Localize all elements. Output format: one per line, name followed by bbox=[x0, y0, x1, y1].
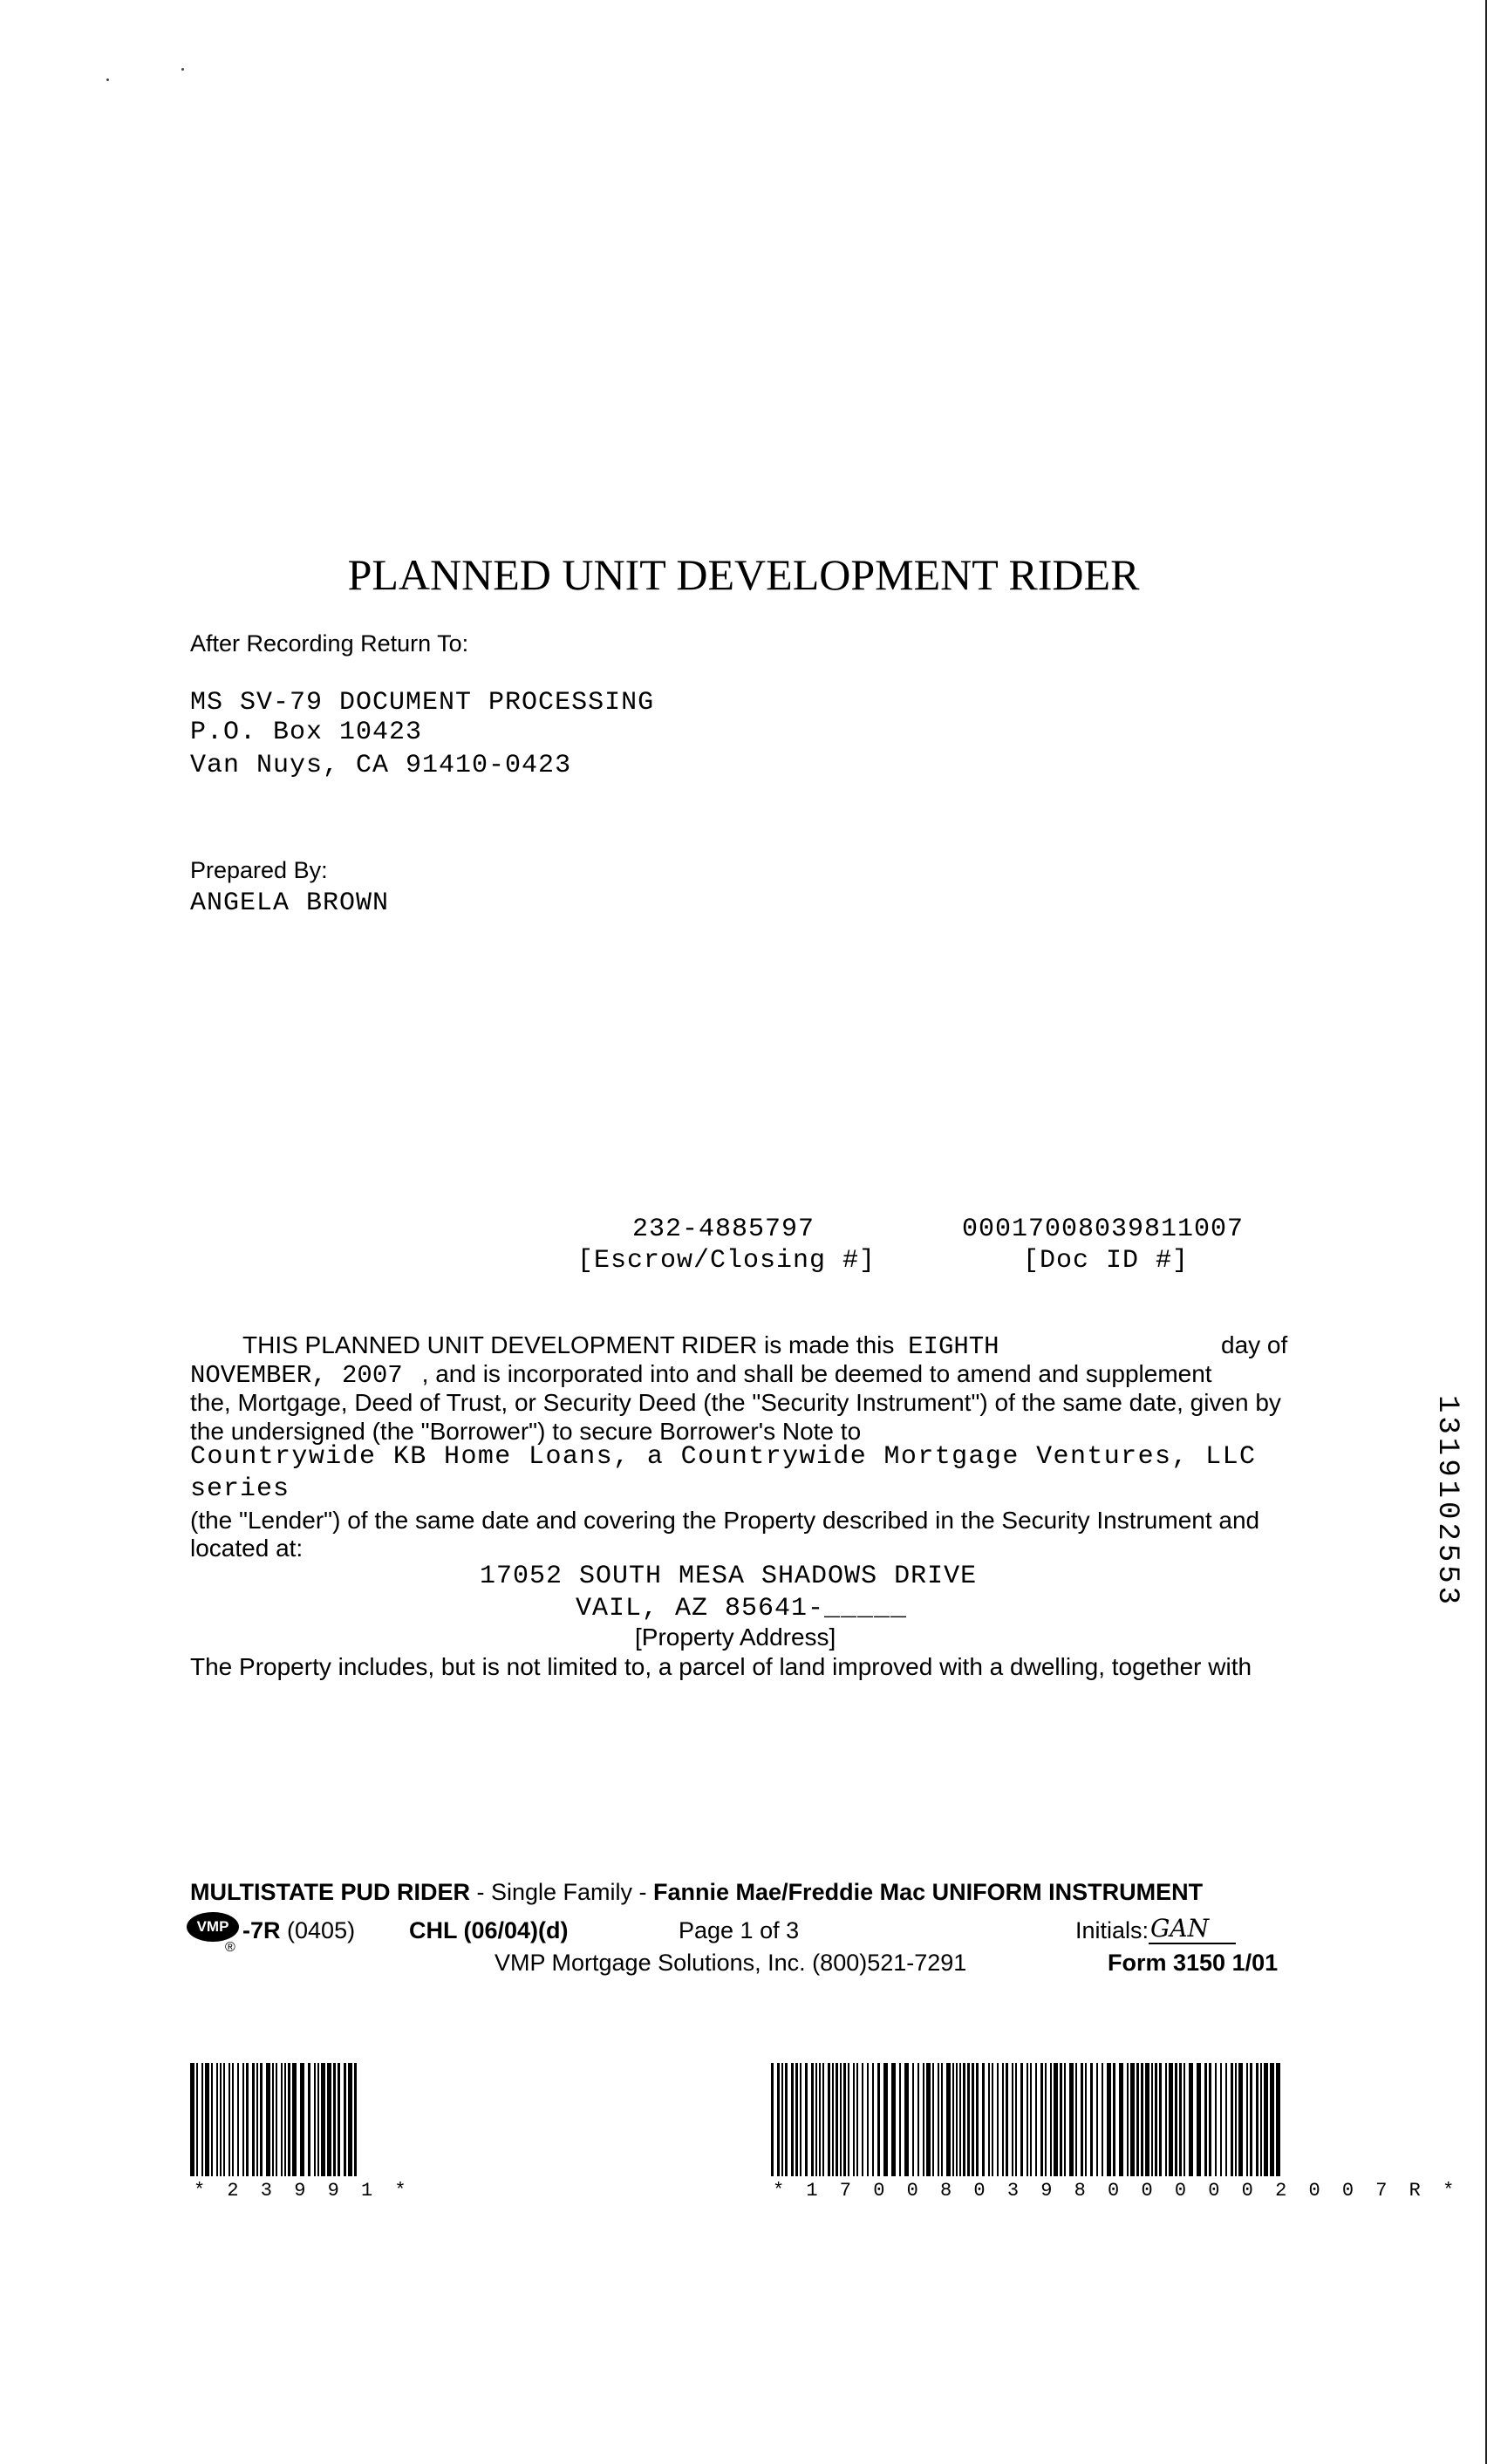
barcode-bar bbox=[288, 2063, 290, 2176]
scan-speck bbox=[181, 68, 184, 71]
barcode-bar bbox=[1040, 2063, 1043, 2176]
barcode-bar bbox=[1155, 2063, 1157, 2176]
footer-title bbox=[190, 1879, 1203, 1906]
barcode-bar bbox=[926, 2063, 931, 2176]
body-p1-start: THIS PLANNED UNIT DEVELOPMENT RIDER is made this bbox=[242, 1331, 895, 1358]
barcode-bar bbox=[972, 2063, 974, 2176]
barcode-left bbox=[190, 2063, 361, 2176]
barcode-bar bbox=[952, 2063, 954, 2176]
barcode-bar bbox=[1119, 2063, 1123, 2176]
barcode-bar bbox=[1246, 2063, 1248, 2176]
return-to-line-3: Van Nuys, CA 91410-0423 bbox=[190, 751, 572, 780]
barcode-bar bbox=[867, 2063, 869, 2176]
barcode-bar bbox=[229, 2063, 230, 2176]
barcode-bar bbox=[321, 2063, 325, 2176]
barcode-left-bars bbox=[190, 2063, 361, 2176]
footer-title-bold-1: MULTISTATE PUD RIDER bbox=[190, 1879, 470, 1905]
barcode-bar bbox=[811, 2063, 814, 2176]
barcode-bar bbox=[853, 2063, 855, 2176]
vmp-company-line: VMP Mortgage Solutions, Inc. (800)521-7291 bbox=[495, 1950, 967, 1976]
form-code-date: (0405) bbox=[287, 1917, 356, 1943]
barcode-bar bbox=[196, 2063, 198, 2176]
barcode-bar bbox=[1030, 2063, 1032, 2176]
day-of-label: day of bbox=[1221, 1331, 1288, 1358]
barcode-bar bbox=[941, 2063, 943, 2176]
barcode-bar bbox=[899, 2063, 901, 2176]
barcode-bar bbox=[877, 2063, 880, 2176]
barcode-bar bbox=[338, 2063, 340, 2176]
barcode-bar bbox=[1225, 2063, 1227, 2176]
barcode-bar bbox=[314, 2063, 316, 2176]
footer-title-bold-2: Fannie Mae/Freddie Mac UNIFORM INSTRUMENT bbox=[653, 1879, 1204, 1905]
return-to-line-1: MS SV-79 DOCUMENT PROCESSING bbox=[190, 688, 655, 718]
barcode-bar bbox=[1159, 2063, 1162, 2176]
barcode-bar bbox=[932, 2063, 934, 2176]
property-address-line-1: 17052 SOUTH MESA SHADOWS DRIVE bbox=[480, 1562, 978, 1591]
scan-speck bbox=[106, 78, 109, 81]
barcode-bar bbox=[923, 2063, 924, 2176]
barcode-left-text: * 2 3 9 9 1 * bbox=[194, 2180, 412, 2202]
barcode-bar bbox=[1085, 2063, 1087, 2176]
barcode-bar bbox=[815, 2063, 817, 2176]
barcode-bar bbox=[891, 2063, 896, 2176]
barcode-bar bbox=[781, 2063, 783, 2176]
barcode-bar bbox=[276, 2063, 277, 2176]
barcode-bar bbox=[1197, 2063, 1201, 2176]
body-line-7: (the "Lender") of the same date and covering the Property described in the Security Instrument and bbox=[190, 1507, 1260, 1534]
barcode-bar bbox=[211, 2063, 213, 2176]
barcode-bar bbox=[1169, 2063, 1173, 2176]
barcode-bar bbox=[946, 2063, 951, 2176]
barcode-bar bbox=[1015, 2063, 1017, 2176]
barcode-bar bbox=[963, 2063, 965, 2176]
barcode-bar bbox=[1020, 2063, 1023, 2176]
body-line-4: the undersigned (the "Borrower") to secure Borrower's Note to bbox=[190, 1418, 862, 1445]
barcode-bar bbox=[1141, 2063, 1143, 2176]
barcode-bar bbox=[1002, 2063, 1004, 2176]
barcode-bar bbox=[1250, 2063, 1252, 2176]
doc-id-number: 00017008039811007 bbox=[962, 1215, 1245, 1244]
initials-line bbox=[1149, 1914, 1236, 1944]
barcode-bar bbox=[1060, 2063, 1062, 2176]
barcode-bar bbox=[795, 2063, 798, 2176]
barcode-bar bbox=[1165, 2063, 1167, 2176]
barcode-bar bbox=[976, 2063, 979, 2176]
prepared-by-label: Prepared By: bbox=[190, 857, 328, 883]
barcode-bar bbox=[785, 2063, 788, 2176]
barcode-bar bbox=[791, 2063, 794, 2176]
barcode-right bbox=[771, 2063, 1281, 2176]
property-address-label: [Property Address] bbox=[635, 1623, 836, 1651]
barcode-bar bbox=[300, 2063, 304, 2176]
barcode-bar bbox=[828, 2063, 830, 2176]
barcode-bar bbox=[1238, 2063, 1243, 2176]
barcode-bar bbox=[232, 2063, 234, 2176]
vmp-logo: VMP bbox=[187, 1912, 239, 1942]
barcode-bar bbox=[1113, 2063, 1115, 2176]
barcode-bar bbox=[327, 2063, 331, 2176]
barcode-bar bbox=[317, 2063, 319, 2176]
barcode-bar bbox=[836, 2063, 838, 2176]
registered-mark-icon: ® bbox=[225, 1940, 235, 1955]
barcode-bar bbox=[832, 2063, 834, 2176]
doc-id-label: [Doc ID #] bbox=[1023, 1246, 1190, 1276]
barcode-bar bbox=[1045, 2063, 1047, 2176]
barcode-bar bbox=[1235, 2063, 1237, 2176]
barcode-bar bbox=[982, 2063, 985, 2176]
barcode-bar bbox=[1175, 2063, 1177, 2176]
month-year: NOVEMBER, 2007 bbox=[190, 1361, 403, 1390]
escrow-label: [Escrow/Closing #] bbox=[577, 1246, 877, 1276]
barcode-bar bbox=[1127, 2063, 1129, 2176]
barcode-bar bbox=[246, 2063, 249, 2176]
barcode-bar bbox=[242, 2063, 244, 2176]
body-line-2 bbox=[190, 1360, 1212, 1390]
form-number: Form 3150 1/01 bbox=[1108, 1950, 1279, 1976]
body-line-8: located at: bbox=[190, 1535, 304, 1562]
barcode-bar bbox=[938, 2063, 939, 2176]
form-code-number: -7R bbox=[242, 1917, 281, 1943]
lender-line-1: Countrywide KB Home Loans, a Countrywide Mortgage Ventures, LLC bbox=[190, 1442, 1257, 1472]
barcode-bar bbox=[1096, 2063, 1098, 2176]
barcode-bar bbox=[256, 2063, 258, 2176]
barcode-bar bbox=[223, 2063, 225, 2176]
barcode-bar bbox=[956, 2063, 958, 2176]
barcode-bar bbox=[1006, 2063, 1008, 2176]
barcode-bar bbox=[354, 2063, 357, 2176]
barcode-bar bbox=[819, 2063, 821, 2176]
barcode-bar bbox=[1231, 2063, 1233, 2176]
barcode-bar bbox=[1220, 2063, 1222, 2176]
body-p1-cont: , and is incorporated into and shall be deemed to amend and supplement bbox=[421, 1360, 1212, 1387]
return-to-label: After Recording Return To: bbox=[190, 630, 469, 657]
barcode-bar bbox=[805, 2063, 808, 2176]
footer-title-mid: - Single Family - bbox=[469, 1879, 654, 1905]
barcode-bar bbox=[1276, 2063, 1280, 2176]
barcode-bar bbox=[344, 2063, 346, 2176]
barcode-bar bbox=[992, 2063, 993, 2176]
barcode-bar bbox=[1189, 2063, 1193, 2176]
initials-signature: GAN bbox=[1150, 1914, 1210, 1943]
barcode-right-bars bbox=[771, 2063, 1281, 2176]
barcode-bar bbox=[333, 2063, 336, 2176]
barcode-bar bbox=[284, 2063, 286, 2176]
chl-code: CHL (06/04)(d) bbox=[409, 1917, 569, 1943]
barcode-bar bbox=[904, 2063, 909, 2176]
barcode-bar bbox=[822, 2063, 824, 2176]
barcode-bar bbox=[308, 2063, 310, 2176]
barcode-bar bbox=[220, 2063, 222, 2176]
barcode-bar bbox=[260, 2063, 263, 2176]
barcode-bar bbox=[1075, 2063, 1077, 2176]
barcode-bar bbox=[205, 2063, 209, 2176]
barcode-bar bbox=[237, 2063, 239, 2176]
body-line-3: the, Mortgage, Deed of Trust, or Security Deed (the "Security Instrument") of the same date, given by bbox=[190, 1389, 1281, 1416]
barcode-bar bbox=[988, 2063, 990, 2176]
barcode-bar bbox=[1054, 2063, 1058, 2176]
barcode-bar bbox=[1270, 2063, 1274, 2176]
barcode-bar bbox=[1064, 2063, 1066, 2176]
barcode-bar bbox=[912, 2063, 914, 2176]
escrow-number: 232-4885797 bbox=[632, 1215, 815, 1244]
barcode-bar bbox=[862, 2063, 863, 2176]
side-document-number: 1319102553 bbox=[1430, 1395, 1463, 1609]
barcode-bar bbox=[1069, 2063, 1074, 2176]
page-indicator: Page 1 of 3 bbox=[679, 1917, 800, 1943]
barcode-bar bbox=[1130, 2063, 1135, 2176]
initials-label: Initials: bbox=[1075, 1917, 1149, 1943]
barcode-bar bbox=[190, 2063, 194, 2176]
barcode-right-text: * 1 7 0 0 8 0 3 9 8 0 0 0 0 0 2 0 0 7 R * bbox=[773, 2180, 1460, 2202]
barcode-bar bbox=[1145, 2063, 1149, 2176]
barcode-bar bbox=[917, 2063, 919, 2176]
barcode-bar bbox=[856, 2063, 858, 2176]
barcode-bar bbox=[967, 2063, 970, 2176]
barcode-bar bbox=[1081, 2063, 1083, 2176]
barcode-bar bbox=[840, 2063, 842, 2176]
barcode-bar bbox=[1050, 2063, 1052, 2176]
barcode-bar bbox=[216, 2063, 218, 2176]
document-title: PLANNED UNIT DEVELOPMENT RIDER bbox=[347, 550, 1140, 599]
barcode-bar bbox=[997, 2063, 999, 2176]
barcode-bar bbox=[201, 2063, 203, 2176]
body-line-1 bbox=[242, 1331, 999, 1361]
lender-line-2: series bbox=[190, 1474, 290, 1504]
barcode-bar bbox=[959, 2063, 961, 2176]
form-code bbox=[242, 1917, 355, 1944]
barcode-bar bbox=[1256, 2063, 1258, 2176]
prepared-by-name: ANGELA BROWN bbox=[190, 888, 390, 918]
barcode-bar bbox=[1136, 2063, 1139, 2176]
barcode-bar bbox=[1264, 2063, 1268, 2176]
body-last-line: The Property includes, but is not limited to, a parcel of land improved with a dwelling, together with bbox=[190, 1653, 1252, 1680]
barcode-bar bbox=[1215, 2063, 1217, 2176]
barcode-bar bbox=[292, 2063, 297, 2176]
barcode-bar bbox=[1151, 2063, 1153, 2176]
barcode-bar bbox=[272, 2063, 274, 2176]
return-to-line-2: P.O. Box 10423 bbox=[190, 718, 423, 747]
barcode-bar bbox=[281, 2063, 283, 2176]
barcode-bar bbox=[348, 2063, 352, 2176]
barcode-bar bbox=[848, 2063, 849, 2176]
barcode-bar bbox=[843, 2063, 846, 2176]
barcode-bar bbox=[1183, 2063, 1185, 2176]
barcode-bar bbox=[1179, 2063, 1182, 2176]
barcode-bar bbox=[1035, 2063, 1037, 2176]
barcode-bar bbox=[1209, 2063, 1211, 2176]
barcode-bar bbox=[252, 2063, 255, 2176]
barcode-bar bbox=[1102, 2063, 1103, 2176]
barcode-bar bbox=[1260, 2063, 1262, 2176]
barcode-bar bbox=[800, 2063, 801, 2176]
property-address-line-2: VAIL, AZ 85641-_____ bbox=[576, 1594, 908, 1623]
barcode-bar bbox=[1107, 2063, 1111, 2176]
day-value: EIGHTH bbox=[908, 1332, 999, 1361]
barcode-bar bbox=[1090, 2063, 1093, 2176]
barcode-bar bbox=[1204, 2063, 1207, 2176]
barcode-bar bbox=[771, 2063, 774, 2176]
barcode-bar bbox=[1012, 2063, 1013, 2176]
barcode-bar bbox=[872, 2063, 874, 2176]
barcode-bar bbox=[1027, 2063, 1028, 2176]
barcode-bar bbox=[777, 2063, 780, 2176]
barcode-bar bbox=[266, 2063, 270, 2176]
barcode-bar bbox=[883, 2063, 888, 2176]
initials-field bbox=[1075, 1914, 1236, 1944]
